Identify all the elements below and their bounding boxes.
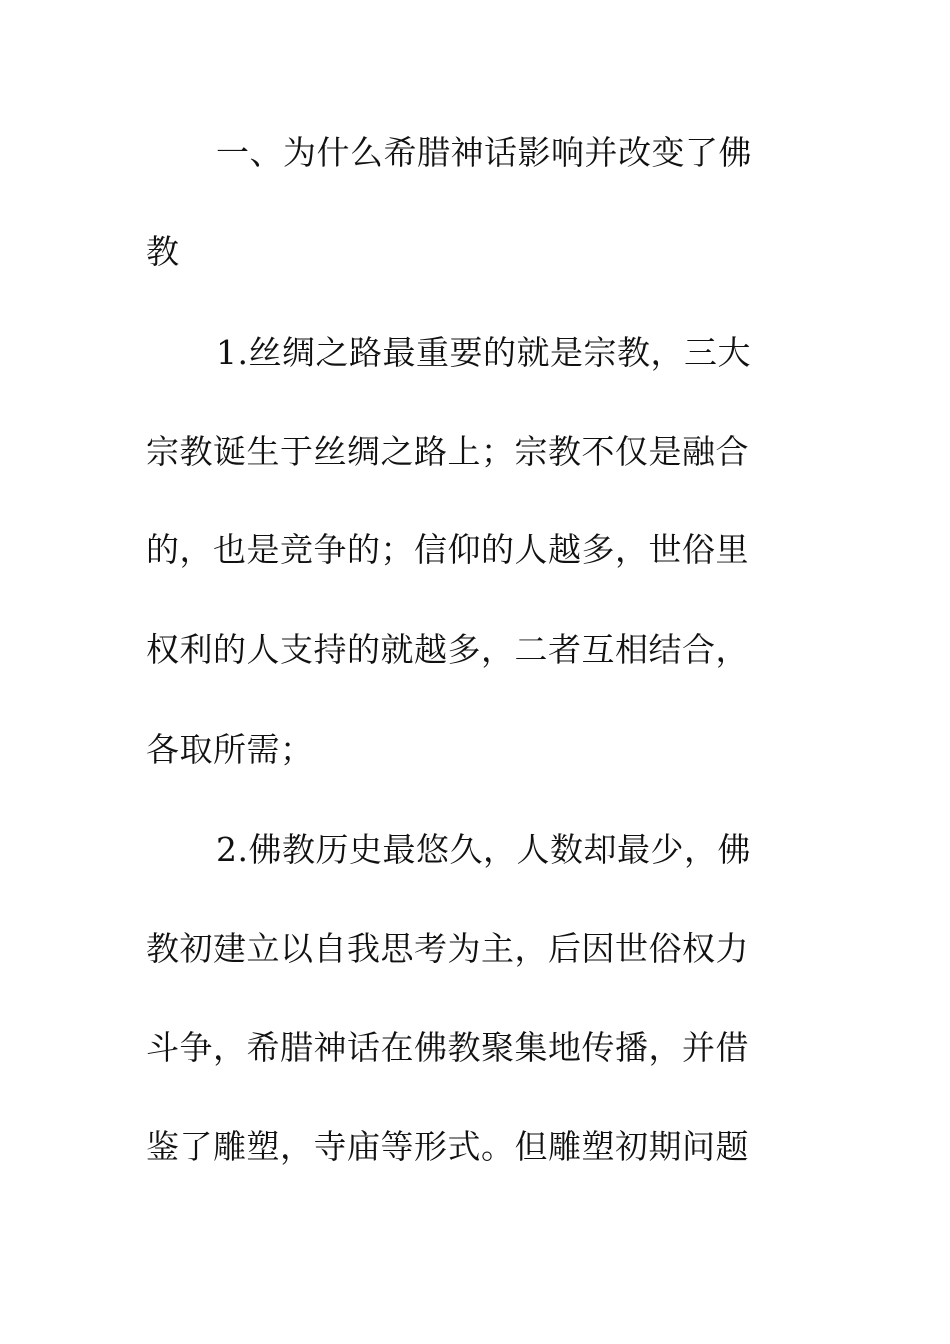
- paragraph-2-line-2: 教初建立以自我思考为主，后因世俗权力: [146, 929, 749, 968]
- paragraph-1-line-2: 宗教诞生于丝绸之路上；宗教不仅是融合: [146, 432, 749, 471]
- paragraph-1-line-5: 各取所需；: [146, 730, 314, 769]
- paragraph-1-line-1: 1.丝绸之路最重要的就是宗教，三大: [216, 333, 751, 372]
- section-heading-line-2: 教: [146, 232, 180, 271]
- paragraph-2-line-3: 斗争，希腊神话在佛教聚集地传播，并借: [146, 1028, 749, 1067]
- paragraph-1-line-4: 权利的人支持的就越多，二者互相结合，: [146, 630, 749, 669]
- paragraph-1-line-3: 的，也是竞争的；信仰的人越多，世俗里: [146, 530, 749, 569]
- paragraph-2-line-1: 2.佛教历史最悠久，人数却最少，佛: [216, 830, 751, 869]
- paragraph-2-line-4: 鉴了雕塑，寺庙等形式。但雕塑初期问题: [146, 1127, 749, 1166]
- section-heading-line-1: 一、为什么希腊神话影响并改变了佛: [216, 133, 752, 172]
